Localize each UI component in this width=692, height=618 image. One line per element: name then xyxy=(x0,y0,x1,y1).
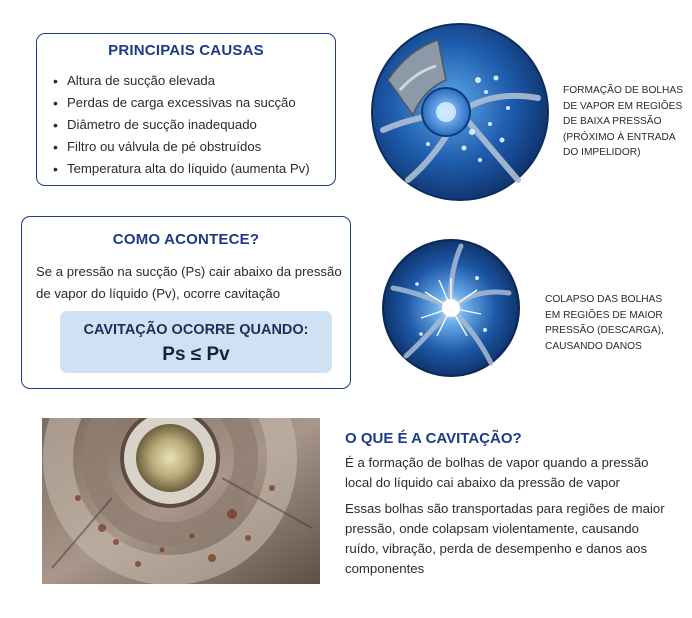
how-title: COMO ACONTECE? xyxy=(112,231,260,248)
how-text: Se a pressão na sucção (Ps) cair abaixo da pressão de vapor do líquido (Pv), ocorre cavitação xyxy=(36,264,342,301)
causes-list xyxy=(53,70,310,180)
bubble-collapse-illustration xyxy=(381,238,521,378)
caption-line: FORMAÇÃO DE BOLHAS xyxy=(563,85,684,96)
condition-title: CAVITAÇÃO OCORRE QUANDO: xyxy=(83,322,309,338)
how-card xyxy=(21,216,351,389)
caption-line: EM REGIÕES DE MAIOR xyxy=(545,309,663,321)
condition-formula: Ps ≤ Pv xyxy=(162,344,230,365)
cause-item: • Perdas de carga excessivas na sucção xyxy=(53,92,310,114)
condition-box xyxy=(60,311,332,373)
causes-card xyxy=(36,33,336,186)
cause-item: • Temperatura alta do líquido (aumenta Pv) xyxy=(53,158,310,180)
what-title: O QUE É A CAVITAÇÃO? xyxy=(345,430,522,447)
impeller-bubbles-illustration xyxy=(368,20,553,205)
what-paragraph-1: É a formação de bolhas de vapor quando a pressão local do líquido cai abaixo da pressão de vapor xyxy=(345,455,649,490)
formation-caption xyxy=(563,83,683,161)
caption-line: COLAPSO DAS BOLHAS xyxy=(545,294,663,305)
cause-item: • Altura de sucção elevada xyxy=(53,70,310,92)
causes-title: PRINCIPAIS CAUSAS xyxy=(108,42,264,59)
caption-line: DO IMPELIDOR) xyxy=(563,147,641,158)
caption-line: PRESSÃO (DESCARGA), xyxy=(545,325,664,336)
collapse-caption xyxy=(545,292,664,354)
what-paragraph-2: Essas bolhas são transportadas para regiões de maior pressão, onde colapsam violentamente, causando ruído, vibração, perda de desempenho e danos aos componentes xyxy=(345,501,665,576)
caption-line: DE VAPOR EM REGIÕES xyxy=(563,100,683,112)
damaged-impeller-photo xyxy=(42,418,320,584)
caption-line: (PRÓXIMO À ENTRADA xyxy=(563,131,676,143)
caption-line: DE BAIXA PRESSÃO xyxy=(563,116,662,127)
caption-line: CAUSANDO DANOS xyxy=(545,340,642,352)
cause-item: • Filtro ou válvula de pé obstruídos xyxy=(53,136,310,158)
cause-item: • Diâmetro de sucção inadequado xyxy=(53,114,310,136)
